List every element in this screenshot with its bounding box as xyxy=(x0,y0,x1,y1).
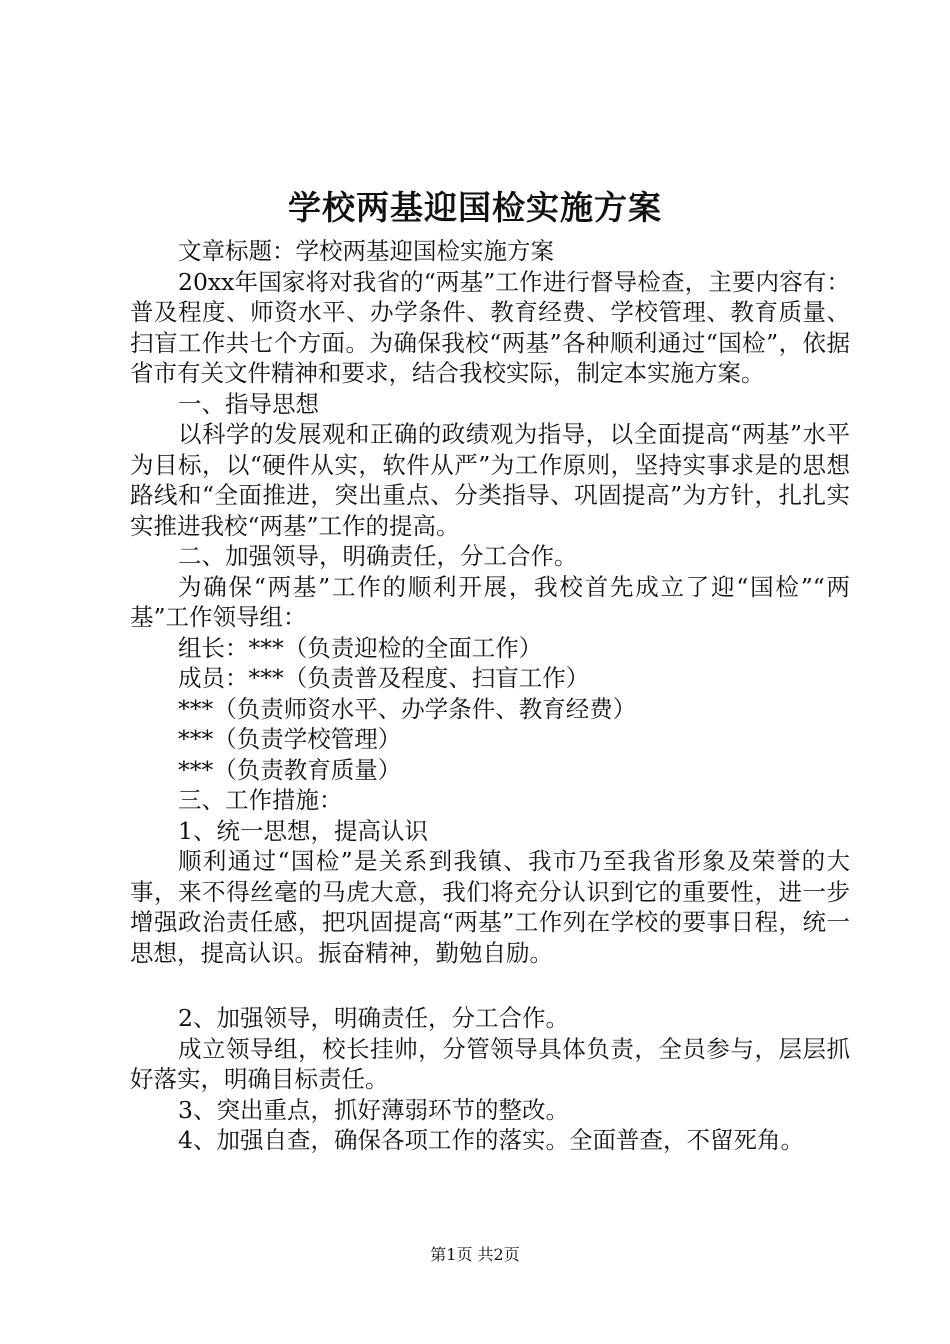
measure-paragraph-1: 顺利通过“国检”是关系到我镇、我市乃至我省形象及荣誉的大事，来不得丝毫的马虎大意，我们将充分认识到它的重要性，进一步增强政治责任感，把巩固提高“两基”工作列在学校的要事日程，统一思想，提高认识。振奋精神，勤勉自励。 xyxy=(130,847,850,967)
page-footer: 第1页 共2页 xyxy=(430,1245,520,1264)
section-heading-guiding-thought: 一、指导思想 xyxy=(178,389,319,418)
article-title-line: 文章标题：学校两基迎国检实施方案 xyxy=(178,237,554,265)
measure-heading-3: 3、突出重点，抓好薄弱环节的整改。 xyxy=(178,1095,569,1124)
leader-line: 组长：***（负责迎检的全面工作） xyxy=(178,633,543,662)
document-body xyxy=(130,236,850,1156)
measure-paragraph-2: 成立领导组，校长挂帅，分管领导具体负责，全员参与，层层抓好落实，明确目标责任。 xyxy=(130,1034,850,1093)
document-title: 学校两基迎国检实施方案 xyxy=(288,188,662,227)
member-line: ***（负责师资水平、办学条件、教育经费） xyxy=(178,694,637,723)
measure-heading-4: 4、加强自查，确保各项工作的落实。全面普查，不留死角。 xyxy=(178,1126,804,1154)
section-heading-leadership: 二、加强领导，明确责任，分工合作。 xyxy=(178,542,578,570)
paragraph-gap xyxy=(130,968,850,1003)
measure-heading-1: 1、统一思想，提高认识 xyxy=(178,816,428,845)
member-line: ***（负责教育质量） xyxy=(178,755,402,784)
guiding-thought-paragraph: 以科学的发展观和正确的政绩观为指导，以全面提高“两基”水平为目标，以“硬件从实，软件从严”为工作原则，坚持实事求是的思想路线和“全面推进，突出重点、分类指导、巩固提高”为方针，扎扎实实推进我校“两基”工作的提高。 xyxy=(130,420,850,540)
leadership-paragraph: 为确保“两基”工作的顺利开展，我校首先成立了迎“国检”“两基”工作领导组： xyxy=(130,572,850,631)
intro-paragraph: 20xx年国家将对我省的“两基”工作进行督导检查，主要内容有：普及程度、师资水平、办学条件、教育经费、学校管理、教育质量、扫盲工作共七个方面。为确保我校“两基”各种顺利通过“国检”，依据省市有关文件精神和要求，结合我校实际，制定本实施方案。 xyxy=(130,267,850,387)
member-line: 成员：***（负责普及程度、扫盲工作） xyxy=(178,664,590,692)
section-heading-measures: 三、工作措施： xyxy=(178,786,343,814)
measure-heading-2: 2、加强领导，明确责任，分工合作。 xyxy=(178,1004,569,1032)
member-line: ***（负责学校管理） xyxy=(178,725,402,753)
